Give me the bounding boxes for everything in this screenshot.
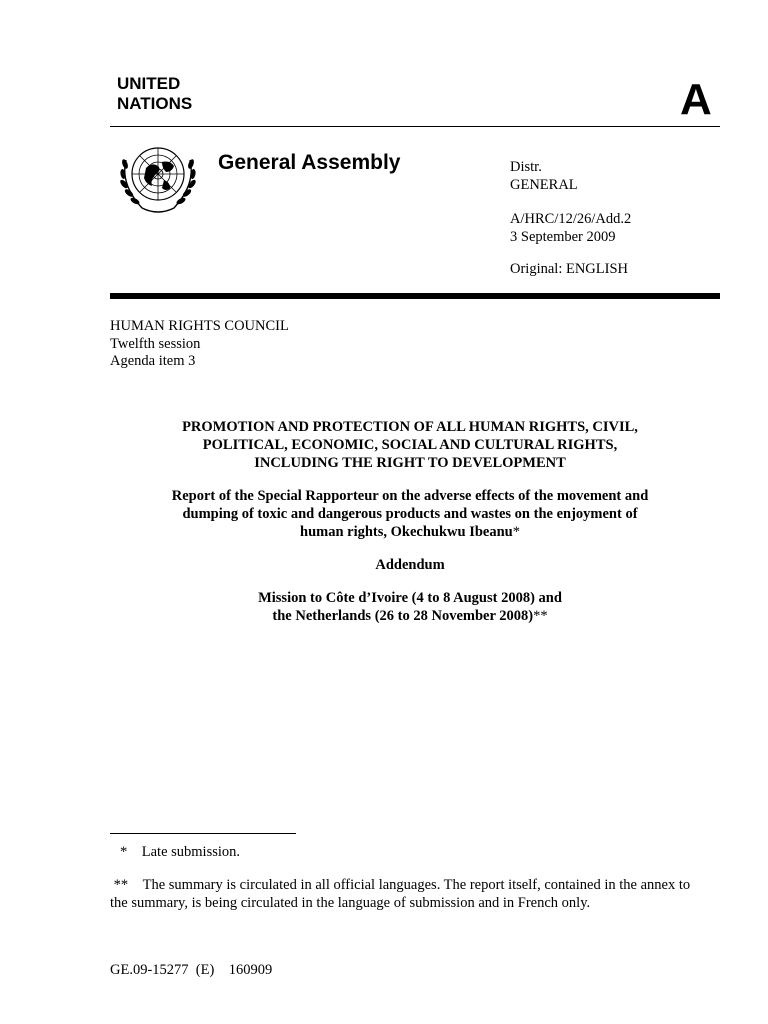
symbol-block: [510, 210, 631, 246]
addendum-label: Addendum: [375, 557, 445, 573]
org-name: [117, 74, 192, 114]
header-divider: [110, 126, 720, 127]
mission-title: [110, 589, 710, 625]
heading-line3: INCLUDING THE RIGHT TO DEVELOPMENT: [254, 455, 566, 471]
footnote-2: [110, 876, 700, 912]
session-block: [110, 318, 289, 371]
mission-line1: Mission to Côte d’Ivoire (4 to 8 August 2008) and: [258, 590, 562, 606]
heading-line2: POLITICAL, ECONOMIC, SOCIAL AND CULTURAL RIGHTS,: [202, 437, 618, 453]
report-title-line2: dumping of toxic and dangerous products and wastes on the enjoyment of: [182, 506, 638, 522]
un-emblem-icon: [116, 140, 200, 218]
org-name-line2: NATIONS: [117, 94, 193, 113]
distribution-block: [510, 158, 578, 194]
footnote-1-text: Late submission.: [141, 844, 241, 860]
mission-line2: [110, 607, 710, 625]
session-name: Twelfth session: [110, 335, 201, 352]
heading-line1: PROMOTION AND PROTECTION OF ALL HUMAN RIGHTS, CIVIL,: [182, 419, 638, 435]
footnote-2-text: The summary is circulated in all official languages. The report itself, contained in the annex to the summary, is being circulated in the language of submission and in French only.: [110, 877, 691, 911]
report-title: [110, 487, 710, 541]
footnote-2-mark: **: [113, 877, 129, 893]
report-title-line3: [110, 523, 710, 541]
footnote-1-mark: *: [120, 844, 128, 860]
document-date: 3 September 2009: [510, 229, 616, 245]
mission-line2-text: the Netherlands (26 to 28 November 2008): [272, 608, 534, 624]
document-symbol: A/HRC/12/26/Add.2: [510, 211, 632, 227]
header-thick-divider: [110, 293, 720, 299]
rapporteur-name: human rights, Okechukwu Ibeanu: [300, 524, 513, 540]
footnote-ref-2[interactable]: **: [533, 608, 548, 624]
council-name: HUMAN RIGHTS COUNCIL: [110, 318, 289, 334]
footnote-ref-1[interactable]: *: [512, 524, 520, 540]
organ-name: General Assembly: [218, 151, 401, 174]
org-name-line1: UNITED: [117, 74, 181, 93]
job-number: GE.09-15277 (E) 160909: [110, 962, 273, 978]
report-title-line1: Report of the Special Rapporteur on the adverse effects of the movement and: [171, 488, 649, 504]
series-letter: A: [680, 75, 712, 124]
distr-value: GENERAL: [510, 177, 578, 193]
footnote-divider: [110, 833, 296, 834]
document-heading: [110, 418, 710, 472]
agenda-item: Agenda item 3: [110, 353, 196, 369]
original-language: Original: ENGLISH: [510, 261, 628, 277]
footnote-1: [120, 843, 240, 861]
distr-label: Distr.: [510, 159, 542, 175]
